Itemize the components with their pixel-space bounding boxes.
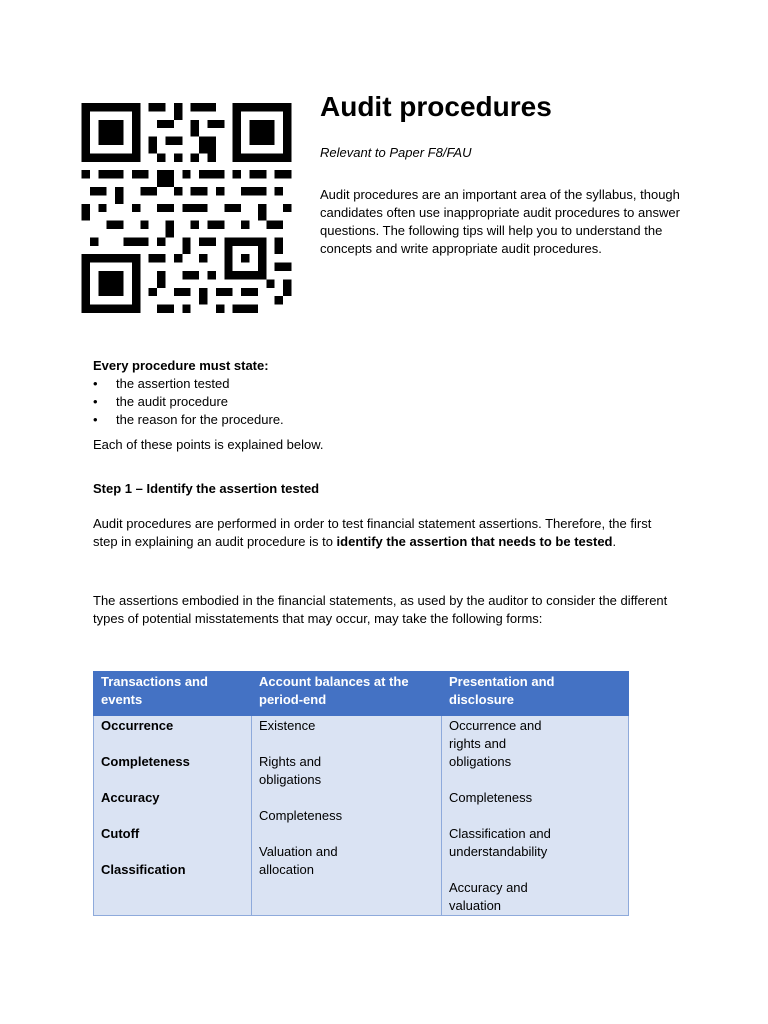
table-row [94, 716, 629, 916]
header-presentation [442, 672, 629, 716]
assertion-item: Occurrence and rights and obligations [449, 718, 542, 769]
step1-paragraph [93, 515, 673, 551]
assertion-item: Classification [101, 862, 186, 877]
header-line: Account balances [259, 674, 371, 689]
header-account-balances [252, 672, 442, 716]
list-item-text: the audit procedure [116, 394, 229, 409]
header-line: and events [101, 674, 208, 707]
assertion-item: Completeness [259, 808, 343, 823]
assertion-item: Occurrence [101, 718, 174, 733]
explained-text: Each of these points is explained below. [93, 437, 324, 452]
must-state-heading: Every procedure must state: [93, 358, 269, 373]
qr-code [76, 103, 297, 313]
step1-paragraph-bold: identify the assertion that needs to be tested [336, 534, 613, 549]
assertion-item: Cutoff [101, 826, 140, 841]
header-line: Presentation and [449, 674, 555, 689]
assertion-item: Completeness [101, 754, 190, 769]
list-item-text: the assertion tested [116, 376, 230, 391]
must-state-list [93, 375, 284, 429]
page-title: Audit procedures [320, 91, 552, 122]
assertions-table [93, 671, 629, 916]
bullet-icon: • [93, 412, 98, 427]
list-item [93, 411, 284, 429]
assertion-item: Rights and obligations [259, 754, 322, 787]
assertion-item: Accuracy and valuation [449, 880, 528, 913]
bullet-icon: • [93, 394, 98, 409]
assertion-item: Accuracy [101, 790, 160, 805]
step1-paragraph-end: . [612, 534, 617, 549]
list-item [93, 393, 284, 411]
assertion-item: Classification and understandability [449, 826, 551, 859]
header-transactions [94, 672, 252, 716]
list-item-text: the reason for the procedure. [116, 412, 284, 427]
header-line: Transactions [101, 674, 182, 689]
subtitle: Relevant to Paper F8/FAU [320, 145, 472, 160]
header-line: at the period-end [259, 674, 409, 707]
assertions-paragraph: The assertions embodied in the financial statements, as used by the auditor to consider the different types of potential misstatements that may occur, may take the following forms: [93, 593, 668, 626]
intro-paragraph: Audit procedures are an important area of the syllabus, though candidates often use inappropriate audit procedures to answer questions. The following tips will help you to understand the concepts and write appropriate audit procedures. [320, 187, 680, 256]
header-line: disclosure [449, 692, 515, 707]
assertion-item: Valuation and allocation [259, 844, 338, 877]
list-item [93, 375, 284, 393]
assertion-item: Completeness [449, 790, 533, 805]
bullet-icon: • [93, 376, 98, 391]
assertion-item: Existence [259, 718, 316, 733]
table-header-row [94, 672, 629, 716]
cell-presentation [442, 716, 629, 916]
step1-heading: Step 1 – Identify the assertion tested [93, 481, 320, 496]
cell-account-balances [252, 716, 442, 916]
step1-paragraph-start: Audit procedures are performed in order to test financial statement assertions. Therefore, the first step in explaining an audit procedure is to [93, 516, 652, 549]
cell-transactions [94, 716, 252, 916]
qr-code-graphic [76, 103, 297, 313]
